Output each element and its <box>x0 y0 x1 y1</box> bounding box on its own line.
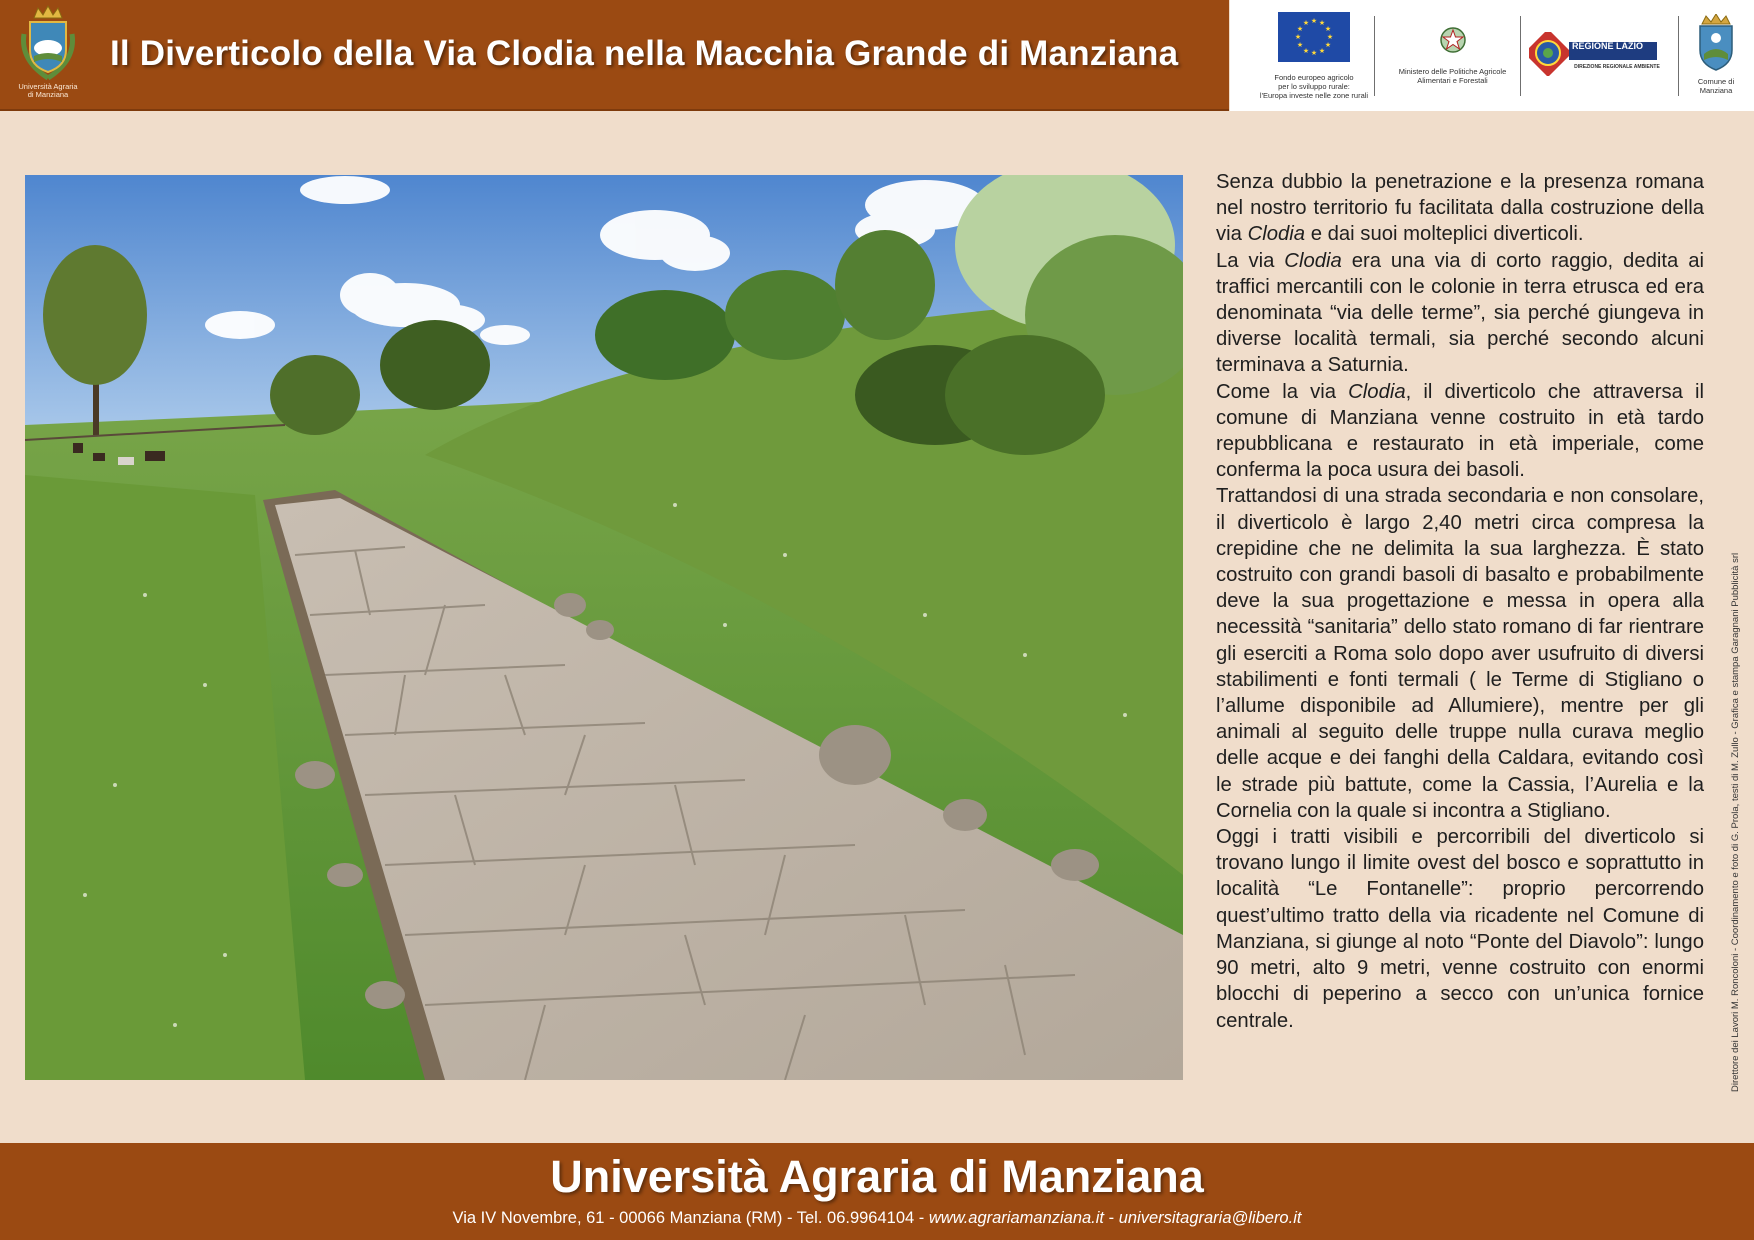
svg-text:★: ★ <box>1318 19 1326 27</box>
svg-text:★: ★ <box>1302 19 1310 27</box>
header <box>0 0 1754 111</box>
svg-text:★: ★ <box>1324 41 1332 49</box>
svg-text:★: ★ <box>1294 33 1302 41</box>
comune-logo <box>1684 0 1748 111</box>
footer-title: Università Agraria di Manziana <box>550 1151 1204 1202</box>
text-run: era una via di corto raggio, dedita ai traffici mercantili con le colonie in terra etrusca ed era denominata “via delle terme”, sia perché giungeva in diverse località termali, sia perché secondo alcuni terminava a Saturnia. <box>1216 249 1704 377</box>
credits-text: Direttore dei Lavori M. Roncoloni - Coordinamento e foto di G. Prola, testi di M. Zullo - Grafica e stampa Garagnani Pubblicità srl <box>1730 552 1741 1092</box>
svg-text:★: ★ <box>1302 47 1310 55</box>
logo-divider <box>1520 16 1521 96</box>
text-run: Come la via <box>1216 380 1349 403</box>
svg-text:★: ★ <box>1296 25 1304 33</box>
partner-logos <box>1230 0 1754 111</box>
eu-logo <box>1244 0 1384 111</box>
text-run: Senza dubbio la penetrazione e la presenza romana nel nostro territorio fu facilitata dalla costruzione della via <box>1216 171 1704 246</box>
text-run-italic: Clodia <box>1348 380 1406 403</box>
university-logo-caption: Università Agraria di Manziana <box>18 82 78 99</box>
comune-logo-caption: Comune di Manziana <box>1697 77 1735 95</box>
via-clodia-landscape-image <box>25 175 1183 1080</box>
svg-text:★: ★ <box>1326 33 1334 41</box>
svg-text:★: ★ <box>1324 25 1332 33</box>
footer-address <box>0 1209 1754 1228</box>
text-run: , il diverticolo che attraversa il comune di Manziana venne costruito in età tardo repubblicana e restaurato in età imperiale, come conferma la poca usura dei basoli. <box>1216 380 1705 482</box>
regione-lazio-label: REGIONE LAZIO <box>1572 41 1644 51</box>
roman-road-photo <box>25 175 1183 1080</box>
italian-emblem-icon <box>1439 24 1467 56</box>
regione-lazio-logo <box>1528 0 1664 111</box>
paragraph: Trattandosi di una strada secondaria e non consolare, il diverticolo è largo 2,40 metri circa compresa la crepidine che ne delimita la sua larghezza. È stato costruito con grandi basoli di basalto e probabilmente deve la sua progettazione e messa in opera alla necessità “sanitaria” dello stato romano di far rientrare gli eserciti a Roma solo dopo aver usufruito di diversi stabilimenti e fonti termali ( le Terme di Stigliano o l’allume disponibile ad Allumiere), mentre per gli animali al seguito delle truppe nulla curava meglio delle acque e dei fanghi della Caldara, evitando così le strade più battute, come la Cassia, l’Aurelia e la Cornelia con la quale si incontra a Stigliano. <box>1216 485 1704 822</box>
text-run: e dai suoi molteplici diverticoli. <box>1305 223 1584 246</box>
university-logo <box>10 4 86 106</box>
paragraph: Oggi i tratti visibili e percorribili del diverticolo si trovano lungo il limite ovest del bosco e soprattutto in località “Le Fontanelle”: proprio percorrendo quest’ultimo tratto della via ricadente nel Comune di Manziana, si giunge al noto “Ponte del Diavolo”: lungo 90 metri, alto 9 metri, venne costruito con enormi blocchi di peperino a secco con un’unica fornice centrale. <box>1216 826 1704 1032</box>
text-run-italic: Clodia <box>1247 223 1306 246</box>
regione-lazio-subcaption: DIREZIONE REGIONALE AMBIENTE <box>1574 64 1660 70</box>
page-title: Il Diverticolo della Via Clodia nella Macchia Grande di Manziana <box>110 34 1179 73</box>
eu-flag-icon <box>1278 12 1350 62</box>
website-link[interactable]: www.agrariamanziana.it <box>928 1209 1105 1227</box>
comune-crest-icon <box>1694 14 1738 72</box>
footer <box>0 1143 1754 1240</box>
email-link[interactable]: universitagraria@libero.it <box>1118 1209 1302 1227</box>
svg-text:★: ★ <box>1318 47 1326 55</box>
university-crest-icon <box>16 4 80 82</box>
paragraph <box>1216 379 1704 484</box>
address-text: Via IV Novembre, 61 - 00066 Manziana (RM) - Tel. 06.9964104 - <box>452 1209 929 1227</box>
ministry-logo <box>1380 0 1525 111</box>
header-bar <box>0 0 1229 111</box>
logo-divider <box>1374 16 1375 96</box>
logo-divider <box>1678 16 1679 96</box>
separator: - <box>1104 1209 1119 1227</box>
text-run: La via <box>1216 249 1285 272</box>
ministry-logo-caption: Ministero delle Politiche Agricole Alimentari e Forestali <box>1398 67 1507 85</box>
text-run-italic: Clodia <box>1284 249 1342 272</box>
svg-text:★: ★ <box>1310 49 1318 57</box>
paragraph <box>1216 248 1704 379</box>
svg-text:★: ★ <box>1310 17 1318 25</box>
paragraph <box>1216 169 1704 248</box>
svg-text:★: ★ <box>1296 41 1304 49</box>
description-text <box>1216 169 1704 1034</box>
eu-logo-caption: Fondo europeo agricolo per lo sviluppo rurale: l'Europa investe nelle zone rurali <box>1259 73 1369 100</box>
